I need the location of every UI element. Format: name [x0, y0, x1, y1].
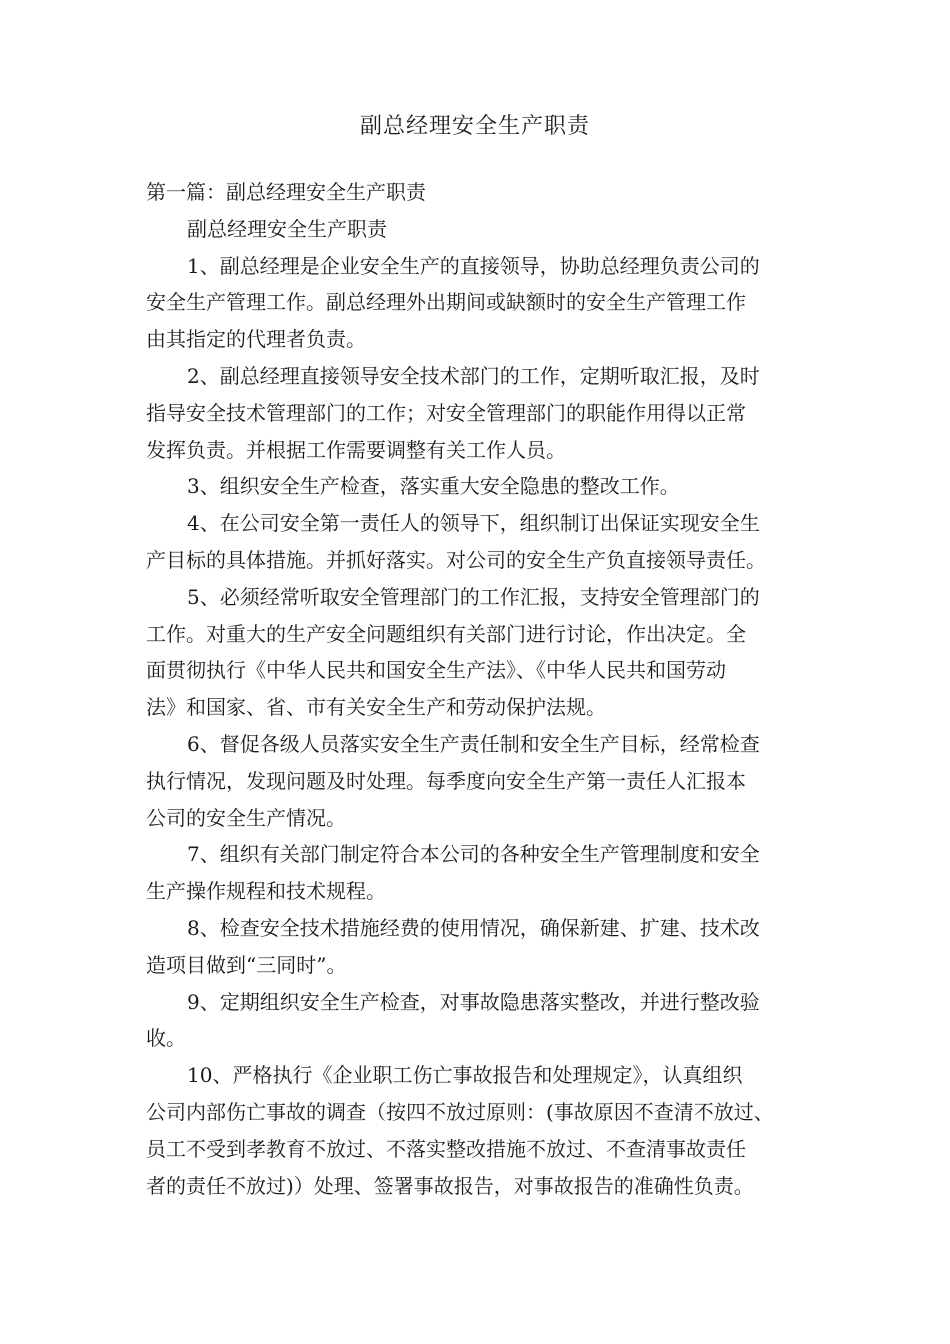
paragraph-line: 8、检查安全技术措施经费的使用情况，确保新建、扩建、技术改 — [187, 915, 760, 940]
paragraph-line: 第一篇：副总经理安全生产职责 — [146, 180, 426, 204]
paragraph-line: 6、督促各级人员落实安全生产责任制和安全生产目标，经常检查 — [187, 731, 760, 756]
paragraph-line: 7、组织有关部门制定符合本公司的各种安全生产管理制度和安全 — [187, 842, 760, 867]
paragraph-line: 工作。对重大的生产安全问题组织有关部门进行讨论，作出决定。全 — [146, 621, 746, 646]
paragraph-line: 4、在公司安全第一责任人的领导下，组织制订出保证实现安全生 — [187, 511, 760, 536]
paragraph-line: 执行情况，发现问题及时处理。每季度向安全生产第一责任人汇报本 — [146, 768, 746, 793]
paragraph-line: 公司的安全生产情况。 — [146, 805, 346, 830]
document-title: 副总经理安全生产职责 — [359, 114, 590, 139]
paragraph-line: 3、组织安全生产检查，落实重大安全隐患的整改工作。 — [187, 474, 680, 499]
paragraph-line: 1、副总经理是企业安全生产的直接领导，协助总经理负责公司的 — [187, 253, 760, 278]
paragraph-line: 面贯彻执行《中华人民共和国安全生产法》、《中华人民共和国劳动 — [146, 658, 726, 683]
paragraph-line: 5、必须经常听取安全管理部门的工作汇报，支持安全管理部门的 — [187, 584, 760, 609]
paragraph-line: 9、定期组织安全生产检查，对事故隐患落实整改，并进行整改验 — [187, 989, 760, 1014]
paragraph-line: 副总经理安全生产职责 — [187, 216, 387, 241]
paragraph-line: 公司内部伤亡事故的调查（按四不放过原则：(事故原因不查清不放过、 — [146, 1099, 774, 1124]
document-body — [146, 174, 814, 1204]
paragraph-line: 收。 — [146, 1026, 186, 1051]
paragraph-line: 2、副总经理直接领导安全技术部门的工作，定期听取汇报，及时 — [187, 363, 760, 388]
paragraph-line: 者的责任不放过)）处理、签署事故报告，对事故报告的准确性负责。 — [146, 1173, 754, 1198]
paragraph-line: 产目标的具体措施。并抓好落实。对公司的安全生产负直接领导责任。 — [146, 547, 766, 572]
paragraph-line: 生产操作规程和技术规程。 — [146, 879, 386, 904]
paragraph-line: 员工不受到孝教育不放过、不落实整改措施不放过、不查清事故责任 — [146, 1136, 746, 1161]
paragraph-line: 安全生产管理工作。副总经理外出期间或缺额时的安全生产管理工作 — [146, 290, 746, 315]
paragraph-line: 指导安全技术管理部门的工作；对安全管理部门的职能作用得以正常 — [146, 400, 746, 425]
paragraph-line: 10、严格执行《企业职工伤亡事故报告和处理规定》，认真组织 — [187, 1063, 743, 1088]
paragraph-line: 发挥负责。并根据工作需要调整有关工作人员。 — [146, 437, 566, 462]
paragraph-line: 造项目做到“三同时”。 — [146, 952, 347, 977]
paragraph-line: 法》和国家、省、市有关安全生产和劳动保护法规。 — [146, 695, 606, 720]
paragraph-line: 由其指定的代理者负责。 — [146, 327, 366, 352]
